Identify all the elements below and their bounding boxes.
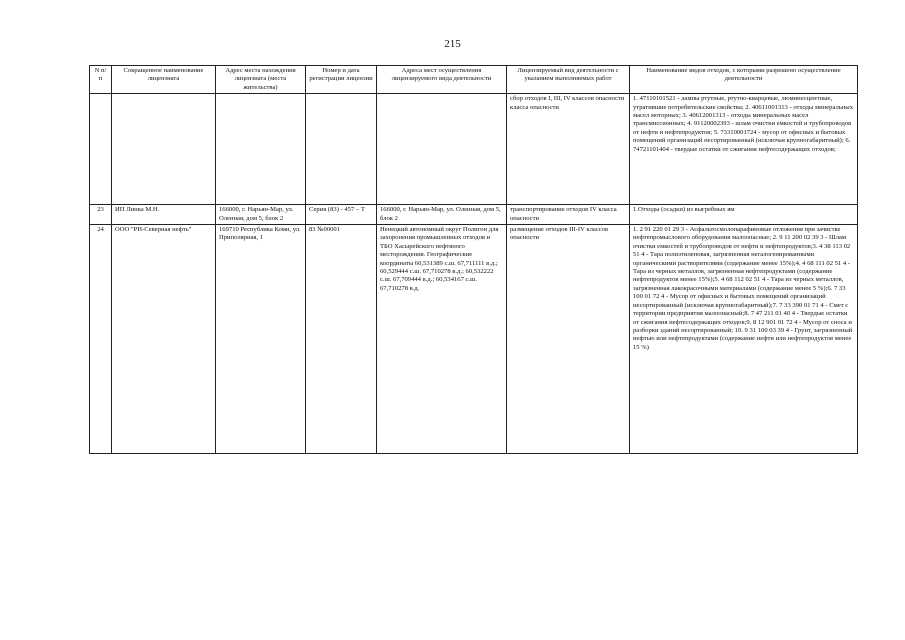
table-row xyxy=(90,225,858,454)
table-row xyxy=(90,94,858,205)
cell-address: 166000, г. Нарьян-Мар, ул. Оленная, дом 5, блок 2 xyxy=(216,205,306,225)
header-num: N п/п xyxy=(90,66,112,94)
cell-address: 169710 Республика Коми, ул. Приполярная, 1 xyxy=(216,225,306,454)
table-header-row xyxy=(90,66,858,94)
header-places: Адреса мест осуществления лицензируемого вида деятельности xyxy=(377,66,507,94)
cell-activity: размещение отходов III-IV классов опасности xyxy=(507,225,630,454)
page-number: 215 xyxy=(444,38,461,50)
cell-name: ООО "РН-Северная нефть" xyxy=(112,225,216,454)
cell-activity: транспортирование отходов IV класса опасности xyxy=(507,205,630,225)
header-name: Сокращенное наименование лицензиата xyxy=(112,66,216,94)
cell-name: ИП Линка М.Н. xyxy=(112,205,216,225)
cell-places xyxy=(377,94,507,205)
header-address: Адрес места нахождения лицензиата (места жительства) xyxy=(216,66,306,94)
cell-num: 23 xyxy=(90,205,112,225)
cell-waste: 1. 2 91 220 01 29 3 - Асфальтосмолопарафиновые отложения при зачистке нефтепромыслового оборудования малоопасные; 2. 9 11 200 02 39 3 - Шлам очистки емкостей и трубопроводов от нефти и нефтепродуктов;3. 4 38 113 02 51 4 - Тара полиэтиленовая, загрязненная негалогенированными органическими растворителями (содержание менее 15%);4. 4 68 111 02 51 4 - Тара из черных металлов, загрязненная нефтепродуктами (содержание нефтепродуктов менее 15%);5. 4 68 112 02 51 4 - Тара из черных металлов, загрязненная лакокрасочными материалами (содержание менее 5 %);6. 7 33 100 01 72 4 - Мусор от офисных и бытовых помещений организаций несортированный (исключая крупногабаритный);7. 7 33 390 01 71 4 - Смет с территории предприятия малоопасный;8. 7 47 211 01 40 4 - Твердые остатки от сжигания нефтесодержащих отходов;9. 8 12 901 01 72 4 - Мусор от сноса и разборки зданий несортированный; 10. 9 31 100 03 39 4 - Грунт, загрязненный нефтью или нефтепродуктами (содержание нефти или нефтепродуктов менее 15 %) xyxy=(630,225,858,454)
header-activity: Лицензируемый вид деятельности с указанием выполняемых работ xyxy=(507,66,630,94)
cell-license: 83 №00001 xyxy=(306,225,377,454)
table-row xyxy=(90,205,858,225)
cell-places: Ненецкий автономный округ Полигон для захоронения промышленных отходов и ТБО Хасырейского нефтяного месторождения. Географические координаты 60,531389 с.ш. 67,711111 в.д.; 60,529444 с.ш. 67,710278 в.д.; 60,532222 с.ш. 67,709444 в.д.; 60,534167 с.ш. 67,710278 в.д. xyxy=(377,225,507,454)
cell-num xyxy=(90,94,112,205)
cell-license xyxy=(306,94,377,205)
cell-address xyxy=(216,94,306,205)
header-license: Номер и дата регистрации лицензии xyxy=(306,66,377,94)
license-table xyxy=(89,65,858,454)
cell-waste: 1.Отходы (осадки) из выгребных ям xyxy=(630,205,858,225)
header-waste: Наименование видов отходов, с которыми разрешено осуществление деятельности xyxy=(630,66,858,94)
cell-num: 24 xyxy=(90,225,112,454)
cell-license: Серия (83) - 457 – Т xyxy=(306,205,377,225)
cell-activity: сбор отходов I, III, IV классов опасности класса опасности xyxy=(507,94,630,205)
cell-name xyxy=(112,94,216,205)
cell-places: 166000, г. Нарьян-Мар, ул. Оленная, дом 5, блок 2 xyxy=(377,205,507,225)
cell-waste: 1. 47110101521 - лампы ртутные, ртутно-кварцевые, люминесцентные, утратившие потребительские свойства; 2. 40611001313 - отходы минеральных масел моторных; 3. 40612001313 - отходы минеральных масел трансмиссионных; 4. 91120002393 - шлам очистки емкостей и трубопроводов от нефти и нефтепродуктов; 5. 73310001724 - мусор от офисных и бытовых помещений организаций несортированный (исключая крупногабаритный); 6. 74721101404 - твердые остатки от сжигания нефтесодержащих отходов; xyxy=(630,94,858,205)
